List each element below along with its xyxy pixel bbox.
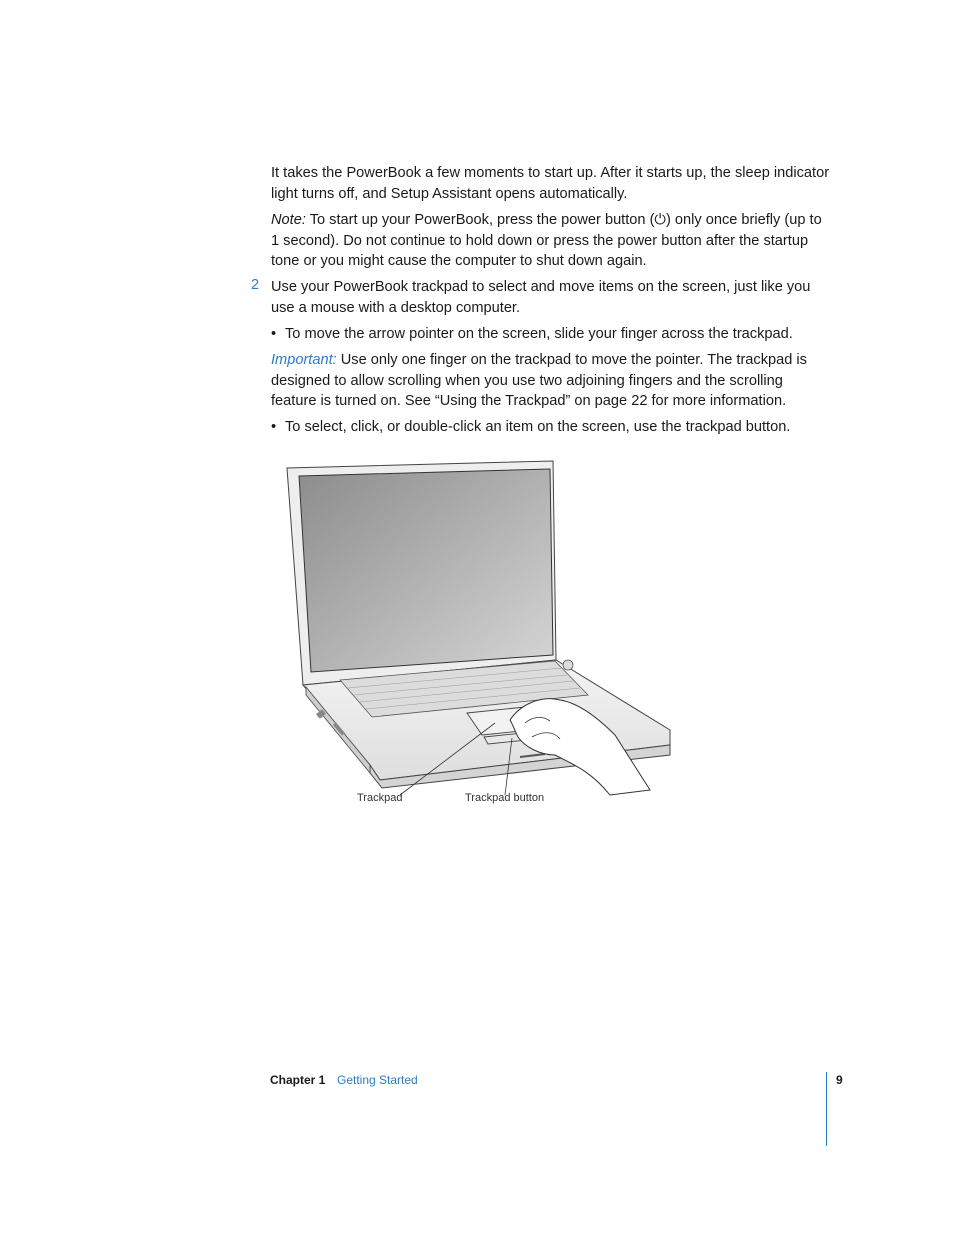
step-number: 2 [251,277,260,293]
footer-divider [826,1072,827,1146]
powerbook-illustration [270,455,690,815]
page-number: 9 [836,1073,843,1087]
footer-chapter: Chapter 1 [270,1073,326,1087]
note-text: To start up your PowerBook, press the power button (⏻) only once briefly (up to 1 second). Do not continue to hold down or press the power button after the startup tone or you might cause the computer to shut down again. [271,212,822,270]
step-text: Use your PowerBook trackpad to select and move items on the screen, just like you use a mouse with a desktop computer. [271,279,811,316]
important-text: Use only one finger on the trackpad to move the pointer. The trackpad is designed to allow scrolling when you use two adjoining fingers and the scrolling feature is turned on. See “Using the Trackpad” on page 22 for more information. [271,352,807,410]
bullet-icon: • [271,419,277,435]
bullet-icon: • [271,326,277,342]
bullet-text: To select, click, or double-click an item on the screen, use the trackpad button. [285,419,791,435]
bullet-text: To move the arrow pointer on the screen, slide your finger across the trackpad. [285,326,793,342]
note-label: Note: [271,212,306,228]
paragraph-startup: It takes the PowerBook a few moments to start up. After it starts up, the sleep indicator light turns off, and Setup Assistant opens automatically. [271,165,830,202]
note-paragraph [271,210,831,272]
bullet-item [271,324,831,345]
important-label: Important: [271,352,337,368]
callout-trackpad: Trackpad [357,792,403,804]
footer-chapter-title: Getting Started [337,1073,418,1087]
important-paragraph [271,350,831,412]
callout-trackpad-button: Trackpad button [465,792,545,804]
bullet-item [271,417,831,438]
